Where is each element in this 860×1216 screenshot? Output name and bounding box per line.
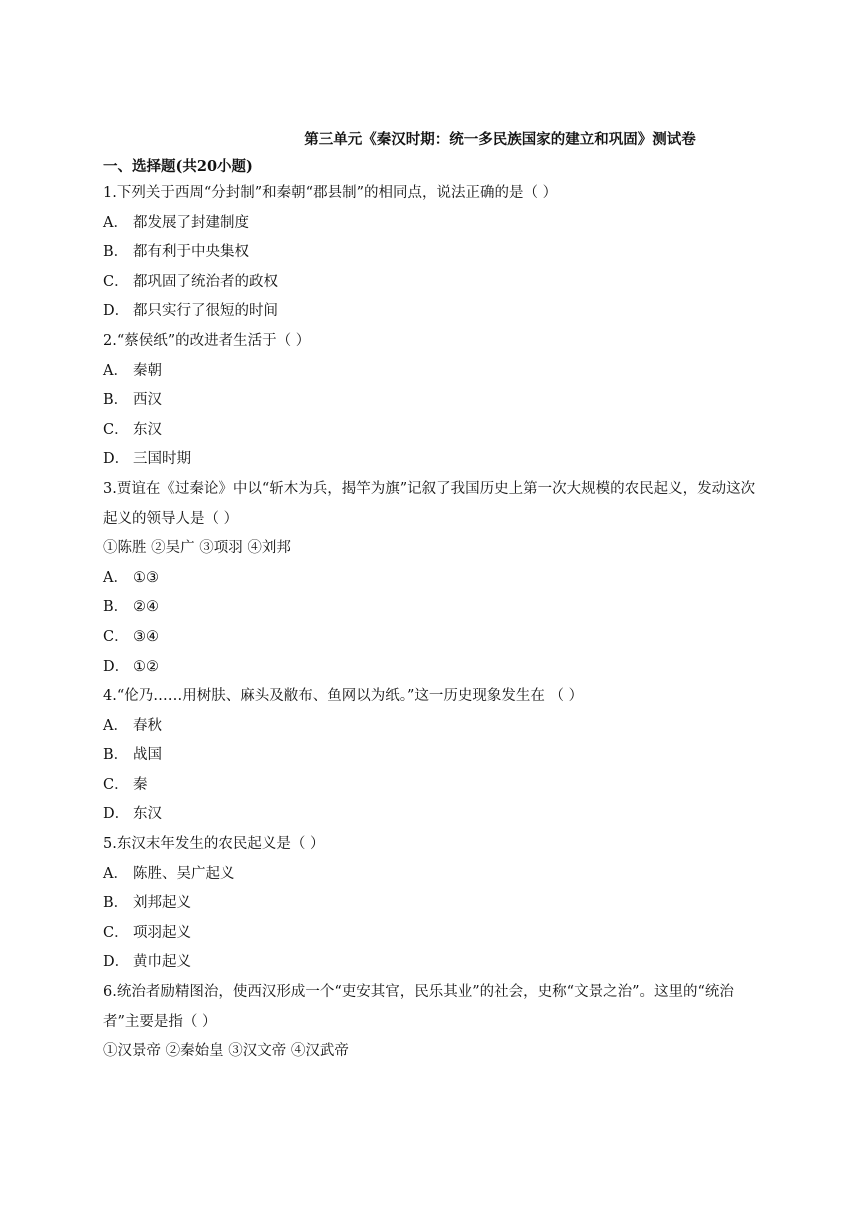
option-text: 战国 — [133, 747, 162, 764]
option-letter: A． — [103, 865, 128, 882]
option-letter: B． — [103, 392, 129, 409]
option-letter: D． — [103, 806, 130, 823]
document-content — [103, 128, 763, 1067]
question-item — [103, 475, 763, 682]
option-text: 都只实行了很短的时间 — [133, 303, 278, 320]
question-text: 3.贾谊在《过秦论》中以“斩木为兵，揭竿为旗”记叙了我国历史上第一次大规模的农民起义，发动这次起义的领导人是（ ） — [103, 480, 756, 527]
answer-option — [103, 653, 763, 683]
option-letter: C． — [103, 924, 129, 941]
answer-option — [103, 386, 763, 416]
option-letter: B． — [103, 244, 129, 261]
answer-option — [103, 209, 763, 239]
option-letter: A． — [103, 569, 128, 586]
option-text: 黄巾起义 — [133, 954, 191, 971]
answer-option — [103, 416, 763, 446]
option-letter: D． — [103, 658, 130, 675]
question-note: ①汉景帝 ②秦始皇 ③汉文帝 ④汉武帝 — [103, 1043, 349, 1060]
option-text: ①② — [133, 658, 159, 675]
option-letter: B． — [103, 747, 129, 764]
answer-option — [103, 593, 763, 623]
answer-option — [103, 445, 763, 475]
question-text: 4.“伦乃……用树肤、麻头及敝布、鱼网以为纸。”这一历史现象发生在 （ ） — [103, 688, 584, 705]
option-letter: B． — [103, 599, 129, 616]
answer-option — [103, 712, 763, 742]
option-text: 刘邦起义 — [133, 895, 191, 912]
option-text: 秦 — [133, 776, 148, 793]
option-text: 东汉 — [133, 806, 162, 823]
option-letter: A． — [103, 717, 128, 734]
question-text: 6.统治者励精图治，使西汉形成一个“吏安其官，民乐其业”的社会，史称“文景之治”。这里的“统治者”主要是指（ ） — [103, 984, 734, 1030]
answer-option — [103, 357, 763, 387]
option-letter: C． — [103, 628, 129, 645]
answer-option — [103, 860, 763, 890]
option-letter: D． — [103, 303, 130, 320]
question-item — [103, 978, 763, 1067]
option-text: 都发展了封建制度 — [133, 214, 249, 231]
answer-option — [103, 800, 763, 830]
answer-option — [103, 741, 763, 771]
answer-option — [103, 889, 763, 919]
question-text: 2.“蔡侯纸”的改进者生活于（ ） — [103, 332, 311, 349]
question-item — [103, 179, 763, 327]
option-text: 项羽起义 — [133, 924, 191, 941]
option-letter: C． — [103, 776, 129, 793]
option-text: 秦朝 — [133, 362, 162, 379]
option-text: 都巩固了统治者的政权 — [133, 273, 278, 290]
option-text: ①③ — [133, 569, 159, 586]
option-text: 西汉 — [133, 392, 162, 409]
question-item — [103, 830, 763, 978]
question-list — [103, 179, 763, 1067]
option-text: 东汉 — [133, 421, 162, 438]
answer-option — [103, 297, 763, 327]
answer-option — [103, 238, 763, 268]
option-text: ③④ — [133, 628, 159, 645]
option-text: ②④ — [133, 599, 159, 616]
answer-option — [103, 564, 763, 594]
answer-option — [103, 771, 763, 801]
question-item — [103, 327, 763, 475]
option-letter: B． — [103, 895, 129, 912]
section-heading: 一、选择题(共20小题) — [103, 158, 253, 175]
question-text: 5.东汉末年发生的农民起义是（ ） — [103, 836, 325, 853]
answer-option — [103, 268, 763, 298]
option-letter: A． — [103, 362, 128, 379]
question-text: 1.下列关于西周“分封制”和秦朝“郡县制”的相同点，说法正确的是（ ） — [103, 185, 558, 201]
option-letter: C． — [103, 421, 129, 438]
page-title: 第三单元《秦汉时期：统一多民族国家的建立和巩固》测试卷 — [304, 131, 696, 148]
option-text: 春秋 — [133, 717, 162, 734]
answer-option — [103, 919, 763, 949]
option-letter: A． — [103, 214, 128, 231]
option-text: 陈胜、吴广起义 — [133, 865, 235, 882]
option-letter: C． — [103, 273, 129, 290]
answer-option — [103, 623, 763, 653]
option-text: 都有利于中央集权 — [133, 244, 249, 261]
question-item — [103, 682, 763, 830]
question-note: ①陈胜 ②吴广 ③项羽 ④刘邦 — [103, 540, 291, 557]
option-letter: D． — [103, 451, 130, 468]
option-text: 三国时期 — [133, 451, 191, 468]
option-letter: D． — [103, 954, 130, 971]
answer-option — [103, 948, 763, 978]
